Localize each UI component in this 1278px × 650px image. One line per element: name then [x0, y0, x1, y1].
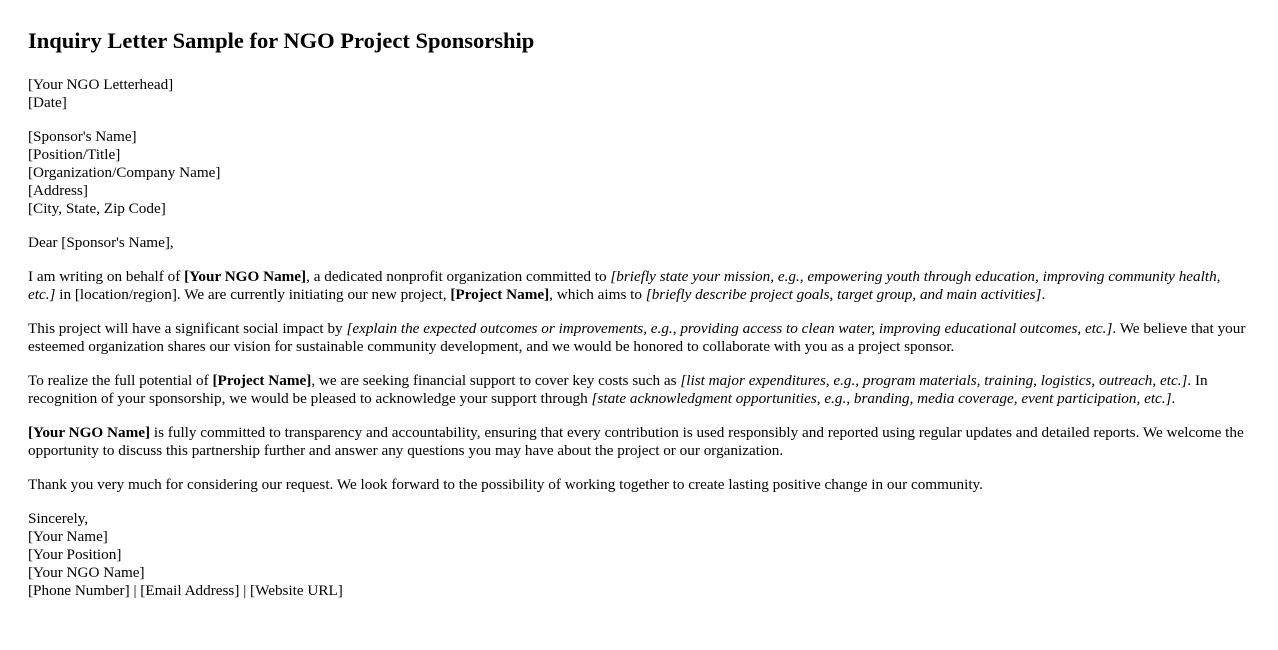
recipient-organization: [Organization/Company Name]	[28, 164, 221, 181]
body-paragraph-4	[28, 424, 1250, 460]
para1-text: , which aims to	[549, 286, 646, 303]
recipient-city: [City, State, Zip Code]	[28, 200, 166, 217]
project-name-placeholder: [Project Name]	[212, 372, 312, 389]
signer-position: [Your Position]	[28, 546, 122, 563]
para2-text: . We believe that your esteemed organization shares our vision for sustainable community development, and we would be honored to collaborate with you as a project sponsor.	[28, 320, 1246, 355]
signer-ngo: [Your NGO Name]	[28, 564, 145, 581]
body-paragraph-5: Thank you very much for considering our request. We look forward to the possibility of working together to create lasting positive change in our community.	[28, 476, 983, 493]
para3-text: To realize the full potential of	[28, 372, 213, 389]
closing: Sincerely,	[28, 510, 89, 527]
ngo-name-placeholder: [Your NGO Name]	[28, 424, 151, 441]
impact-placeholder: [explain the expected outcomes or improvements, e.g., providing access to clean water, improving educational outcomes, etc.]	[346, 320, 1113, 337]
para3-text: .	[1171, 390, 1176, 407]
project-goals-placeholder: [briefly describe project goals, target group, and main activities]	[645, 286, 1042, 303]
body-paragraph-1	[28, 268, 1250, 304]
sender-block	[28, 76, 1250, 112]
body-paragraph-2	[28, 320, 1250, 356]
contact-info: [Phone Number] | [Email Address] | [Website URL]	[28, 582, 343, 599]
recipient-address: [Address]	[28, 182, 88, 199]
sender-letterhead: [Your NGO Letterhead]	[28, 76, 174, 93]
expenditures-placeholder: [list major expenditures, e.g., program materials, training, logistics, outreach, etc.]	[680, 372, 1188, 389]
signer-name: [Your Name]	[28, 528, 108, 545]
para1-text: I am writing on behalf of	[28, 268, 185, 285]
page-title: Inquiry Letter Sample for NGO Project Sponsorship	[28, 28, 535, 53]
project-name-placeholder: [Project Name]	[450, 286, 550, 303]
recipient-position: [Position/Title]	[28, 146, 121, 163]
para3-text: . In recognition of your sponsorship, we would be pleased to acknowledge your support through	[28, 372, 1208, 407]
greeting: Dear [Sponsor's Name],	[28, 234, 174, 251]
acknowledgment-placeholder: [state acknowledgment opportunities, e.g., branding, media coverage, event participation, etc.]	[591, 390, 1172, 407]
signature-block	[28, 510, 1250, 600]
para4-text: is fully committed to transparency and accountability, ensuring that every contribution is used responsibly and reported using regular updates and detailed reports. We welcome the opportunity to discuss this partnership further and answer any questions you may have about the project or our organization.	[28, 424, 1244, 459]
para1-text: , a dedicated nonprofit organization committed to	[306, 268, 611, 285]
sender-date: [Date]	[28, 94, 67, 111]
recipient-block	[28, 128, 1250, 218]
para1-text: .	[1041, 286, 1046, 303]
para3-text: , we are seeking financial support to cover key costs such as	[311, 372, 681, 389]
ngo-name-placeholder: [Your NGO Name]	[184, 268, 307, 285]
body-paragraph-3	[28, 372, 1250, 408]
recipient-name: [Sponsor's Name]	[28, 128, 137, 145]
para2-text: This project will have a significant social impact by	[28, 320, 347, 337]
para1-text: in [location/region]. We are currently initiating our new project,	[55, 286, 451, 303]
mission-placeholder: [briefly state your mission, e.g., empowering youth through education, improving community health, etc.]	[28, 268, 1221, 303]
